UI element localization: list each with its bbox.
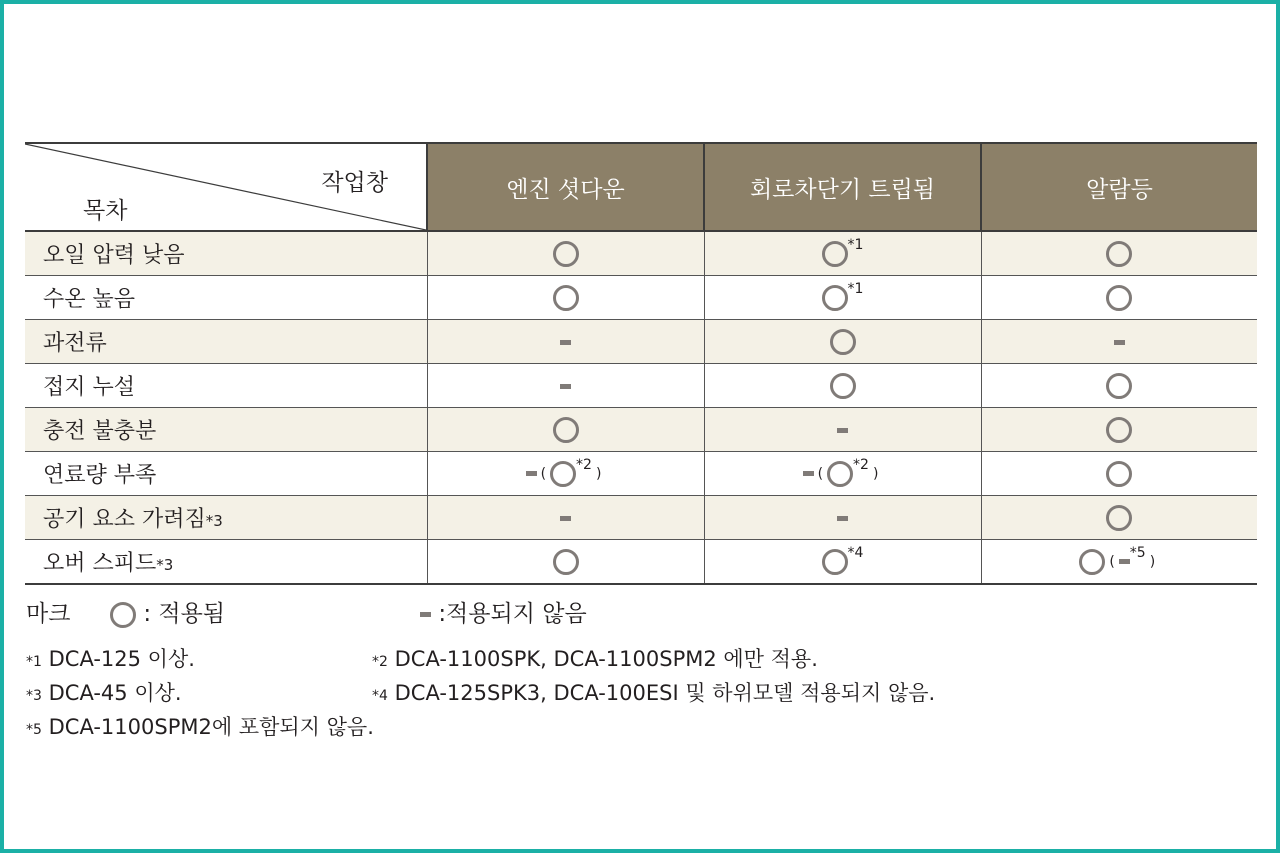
legend-title: 마크 — [26, 601, 71, 627]
paren: ) — [595, 465, 602, 482]
row-note: *3 — [156, 556, 174, 574]
legend-applied-label: : 적용됨 — [143, 601, 226, 627]
row-label — [25, 540, 427, 585]
table-cell — [704, 364, 981, 408]
dash-icon — [560, 516, 571, 521]
table-row — [25, 540, 1257, 585]
table-cell — [427, 364, 704, 408]
footnote-text: DCA-1100SPK, DCA-1100SPM2 에만 적용. — [394, 647, 818, 671]
circle-icon — [553, 285, 579, 311]
circle-icon — [1106, 373, 1132, 399]
table-row — [25, 408, 1257, 452]
row-label — [25, 408, 427, 452]
row-label-text: 수온 높음 — [43, 287, 136, 312]
circle-icon — [553, 241, 579, 267]
header-row — [25, 143, 1257, 231]
table-cell — [981, 276, 1257, 320]
column-header: 알람등 — [981, 143, 1257, 231]
dash-icon — [560, 384, 571, 389]
footnote-mark: *3 — [26, 688, 42, 704]
table-row — [25, 364, 1257, 408]
row-label — [25, 231, 427, 276]
circle-icon — [1106, 285, 1132, 311]
table-cell — [704, 452, 981, 496]
footnote-ref: *4 — [847, 544, 864, 561]
table-cell — [427, 496, 704, 540]
row-label — [25, 452, 427, 496]
row-label-text: 오일 압력 낮음 — [43, 243, 185, 268]
table-cell — [704, 231, 981, 276]
footnote-ref: *2 — [576, 456, 592, 473]
dash-icon — [420, 612, 431, 617]
table-row — [25, 276, 1257, 320]
paren: ( — [817, 465, 824, 482]
table-cell — [427, 452, 704, 496]
circle-icon — [822, 285, 848, 311]
footnote — [26, 678, 182, 711]
row-label-text: 충전 불충분 — [43, 419, 157, 444]
circle-icon — [1106, 417, 1132, 443]
table-cell — [981, 320, 1257, 364]
dash-icon — [1119, 559, 1130, 564]
table-cell — [981, 408, 1257, 452]
table-cell — [704, 540, 981, 585]
footnote-ref: *2 — [853, 456, 869, 473]
circle-icon — [822, 241, 848, 267]
table-cell — [704, 496, 981, 540]
footnote — [372, 644, 818, 677]
row-label-text: 연료량 부족 — [43, 463, 157, 488]
table-row — [25, 496, 1257, 540]
circle-icon — [110, 602, 136, 628]
table-cell — [981, 452, 1257, 496]
paren: ) — [1149, 553, 1156, 570]
legend-applied — [110, 598, 225, 630]
table-cell — [427, 320, 704, 364]
row-note: *3 — [205, 512, 223, 530]
row-label — [25, 364, 427, 408]
circle-icon — [553, 549, 579, 575]
paren: ( — [1109, 553, 1115, 570]
circle-icon — [830, 373, 856, 399]
footnote — [26, 644, 195, 677]
table-row — [25, 452, 1257, 496]
protection-table — [25, 142, 1257, 585]
footnote-ref: *1 — [847, 280, 864, 297]
circle-icon — [1106, 505, 1132, 531]
column-header: 엔진 셧다운 — [427, 143, 704, 231]
corner-header — [25, 143, 427, 231]
footnote-text: DCA-1100SPM2에 포함되지 않음. — [48, 715, 374, 739]
footnote — [372, 678, 935, 711]
footnote-text: DCA-45 이상. — [48, 681, 182, 705]
circle-icon — [1079, 549, 1105, 575]
row-label-text: 공기 요소 가려짐 — [43, 507, 206, 532]
footnote-text: DCA-125 이상. — [48, 647, 195, 671]
footnote-mark: *4 — [372, 688, 388, 704]
legend-not-applied-label: :적용되지 않음 — [438, 601, 587, 627]
footnote-ref: *1 — [847, 236, 864, 253]
table-cell — [427, 540, 704, 585]
dash-icon — [837, 516, 848, 521]
circle-icon — [1106, 241, 1132, 267]
column-axis-label: 작업창 — [321, 170, 388, 196]
dash-icon — [837, 428, 848, 433]
legend-not-applied — [420, 598, 587, 630]
table-cell — [981, 496, 1257, 540]
dash-icon — [1114, 340, 1125, 345]
row-label-text: 접지 누설 — [43, 375, 136, 400]
table-row — [25, 320, 1257, 364]
footnote-mark: *2 — [372, 654, 388, 670]
row-label — [25, 276, 427, 320]
table-cell — [427, 276, 704, 320]
paren: ( — [540, 465, 547, 482]
dash-icon — [803, 471, 814, 476]
footnote-text: DCA-125SPK3, DCA-100ESI 및 하위모델 적용되지 않음. — [394, 681, 936, 705]
table-cell — [427, 231, 704, 276]
dash-icon — [526, 471, 537, 476]
table-cell — [704, 320, 981, 364]
circle-icon — [1106, 461, 1132, 487]
row-label — [25, 320, 427, 364]
circle-icon — [830, 329, 856, 355]
table-cell — [981, 364, 1257, 408]
paren: ) — [872, 465, 879, 482]
table-cell — [981, 231, 1257, 276]
footnote-ref: *5 — [1129, 544, 1146, 561]
table-row — [25, 231, 1257, 276]
table-cell — [981, 540, 1257, 585]
circle-icon — [827, 461, 853, 487]
dash-icon — [560, 340, 571, 345]
circle-icon — [553, 417, 579, 443]
row-axis-label: 목차 — [83, 198, 128, 224]
row-label — [25, 496, 427, 540]
table-cell — [704, 276, 981, 320]
table-cell — [427, 408, 704, 452]
footnote-mark: *5 — [26, 722, 42, 738]
column-header: 회로차단기 트립됨 — [704, 143, 981, 231]
circle-icon — [822, 549, 848, 575]
table-cell — [704, 408, 981, 452]
circle-icon — [550, 461, 576, 487]
footnote — [26, 712, 374, 745]
row-label-text: 오버 스피드 — [43, 551, 157, 576]
row-label-text: 과전류 — [43, 331, 107, 356]
footnote-mark: *1 — [26, 654, 42, 670]
